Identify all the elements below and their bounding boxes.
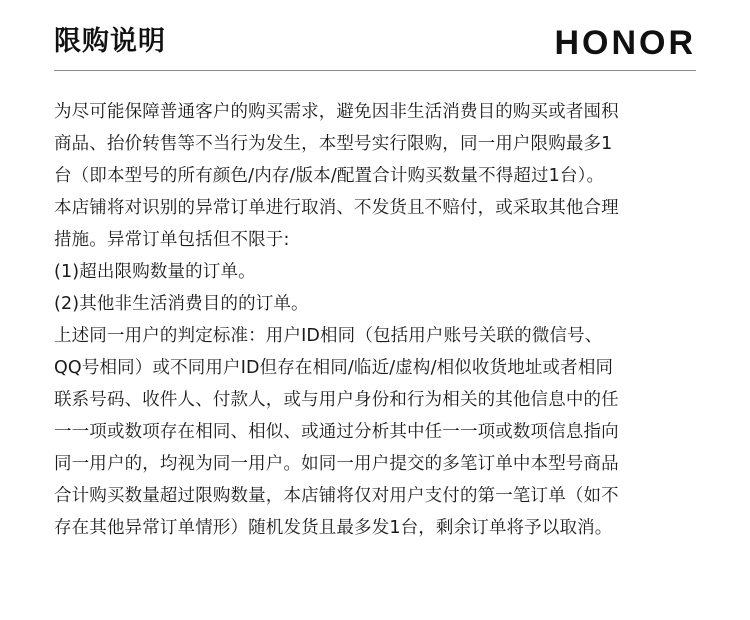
policy-text bbox=[54, 96, 704, 544]
header bbox=[0, 0, 750, 72]
policy-line: (2)其他非生活消费目的的订单。 bbox=[54, 294, 309, 314]
policy-line: 商品、抬价转售等不当行为发生，本型号实行限购，同一用户限购最多1 bbox=[54, 134, 613, 154]
policy-line: QQ号相同）或不同用户ID但存在相同/临近/虚构/相似收货地址或者相同 bbox=[54, 358, 614, 378]
brand-logo: HONOR bbox=[554, 24, 696, 62]
policy-line: 同一用户的，均视为同一用户。如同一用户提交的多笔订单中本型号商品 bbox=[54, 454, 619, 474]
policy-line: (1)超出限购数量的订单。 bbox=[54, 262, 256, 282]
policy-line: 存在其他异常订单情形）随机发货且最多发1台，剩余订单将予以取消。 bbox=[54, 518, 613, 538]
header-divider bbox=[54, 70, 696, 71]
policy-line: 为尽可能保障普通客户的购买需求，避免因非生活消费目的购买或者囤积 bbox=[54, 102, 619, 122]
policy-line: 联系号码、收件人、付款人，或与用户身份和行为相关的其他信息中的任 bbox=[54, 390, 619, 410]
policy-line: 合计购买数量超过限购数量，本店铺将仅对用户支付的第一笔订单（如不 bbox=[54, 486, 619, 506]
policy-line: 本店铺将对识别的异常订单进行取消、不发货且不赔付，或采取其他合理 bbox=[54, 198, 619, 218]
page-title: 限购说明 bbox=[54, 26, 166, 57]
policy-line: 措施。异常订单包括但不限于: bbox=[54, 230, 290, 250]
policy-line: 台（即本型号的所有颜色/内存/版本/配置合计购买数量不得超过1台）。 bbox=[54, 166, 605, 186]
policy-line: 一一项或数项存在相同、相似、或通过分析其中任一一项或数项信息指向 bbox=[54, 422, 619, 442]
policy-line: 上述同一用户的判定标准：用户ID相同（包括用户账号关联的微信号、 bbox=[54, 326, 603, 346]
